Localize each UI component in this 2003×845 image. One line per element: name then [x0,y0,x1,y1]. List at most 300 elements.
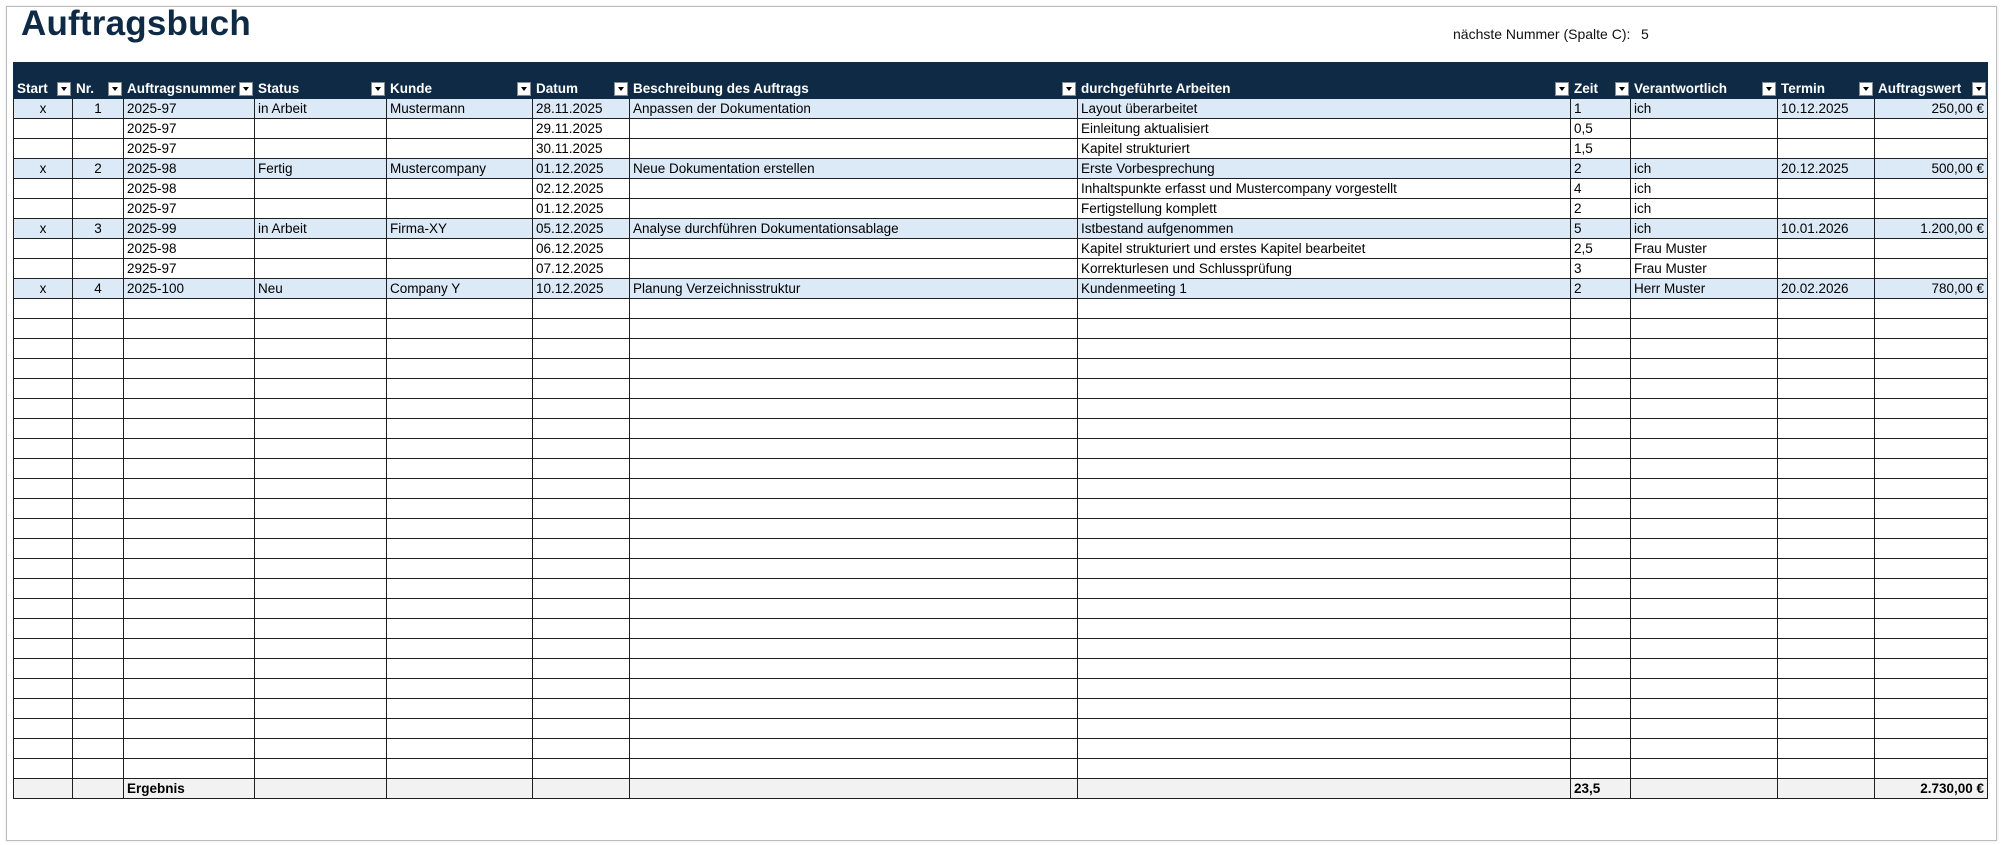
empty-cell[interactable] [73,579,124,599]
empty-cell[interactable] [630,299,1078,319]
empty-cell[interactable] [1571,559,1631,579]
empty-cell[interactable] [1631,579,1778,599]
empty-cell[interactable] [630,759,1078,779]
empty-cell[interactable] [1078,699,1571,719]
empty-cell[interactable] [387,699,533,719]
empty-cell[interactable] [73,399,124,419]
cell-auftragswert[interactable]: 500,00 € [1875,159,1988,179]
cell-verantwortlich[interactable]: Herr Muster [1631,279,1778,299]
column-header-auftragswert[interactable] [1875,63,1988,99]
cell-auftragswert[interactable]: 250,00 € [1875,99,1988,119]
empty-cell[interactable] [255,719,387,739]
next-number-value[interactable]: 5 [1641,26,1649,42]
empty-cell[interactable] [1778,719,1875,739]
cell-zeit[interactable]: 1 [1571,99,1631,119]
empty-cell[interactable] [255,299,387,319]
empty-cell[interactable] [1778,459,1875,479]
empty-cell[interactable] [255,539,387,559]
empty-cell[interactable] [124,319,255,339]
empty-cell[interactable] [14,739,73,759]
empty-cell[interactable] [255,319,387,339]
totals-empty-cell[interactable] [73,779,124,799]
empty-cell[interactable] [255,419,387,439]
empty-cell[interactable] [1631,659,1778,679]
cell-verantwortlich[interactable]: Frau Muster [1631,239,1778,259]
empty-cell[interactable] [1571,299,1631,319]
cell-auftragswert[interactable] [1875,199,1988,219]
cell-datum[interactable]: 07.12.2025 [533,259,630,279]
empty-cell[interactable] [255,659,387,679]
cell-kunde[interactable] [387,119,533,139]
empty-cell[interactable] [533,619,630,639]
cell-status[interactable]: in Arbeit [255,219,387,239]
cell-beschreibung[interactable]: Neue Dokumentation erstellen [630,159,1078,179]
empty-cell[interactable] [14,439,73,459]
cell-beschreibung[interactable] [630,239,1078,259]
empty-cell[interactable] [1778,579,1875,599]
empty-cell[interactable] [387,399,533,419]
cell-verantwortlich[interactable]: ich [1631,159,1778,179]
empty-cell[interactable] [387,619,533,639]
empty-cell[interactable] [630,639,1078,659]
cell-start[interactable]: x [14,99,73,119]
empty-cell[interactable] [14,559,73,579]
empty-cell[interactable] [630,479,1078,499]
empty-cell[interactable] [1631,699,1778,719]
empty-cell[interactable] [1078,599,1571,619]
empty-cell[interactable] [124,339,255,359]
cell-nr[interactable] [73,119,124,139]
empty-cell[interactable] [124,299,255,319]
empty-cell[interactable] [1078,619,1571,639]
empty-cell[interactable] [387,519,533,539]
column-header-verantwortlich[interactable] [1631,63,1778,99]
cell-auftragswert[interactable] [1875,179,1988,199]
empty-cell[interactable] [533,699,630,719]
cell-auftragswert[interactable] [1875,139,1988,159]
cell-arbeiten[interactable]: Fertigstellung komplett [1078,199,1571,219]
empty-cell[interactable] [14,499,73,519]
empty-cell[interactable] [1778,359,1875,379]
empty-cell[interactable] [1078,359,1571,379]
empty-cell[interactable] [1571,499,1631,519]
cell-nr[interactable] [73,259,124,279]
cell-verantwortlich[interactable] [1631,139,1778,159]
empty-cell[interactable] [1631,419,1778,439]
empty-cell[interactable] [1875,759,1988,779]
cell-start[interactable]: x [14,219,73,239]
empty-cell[interactable] [387,479,533,499]
empty-cell[interactable] [533,399,630,419]
cell-beschreibung[interactable]: Analyse durchführen Dokumentationsablage [630,219,1078,239]
empty-cell[interactable] [533,759,630,779]
cell-arbeiten[interactable]: Kapitel strukturiert und erstes Kapitel bearbeitet [1078,239,1571,259]
empty-cell[interactable] [73,439,124,459]
empty-cell[interactable] [1778,479,1875,499]
empty-cell[interactable] [1571,599,1631,619]
empty-cell[interactable] [255,379,387,399]
cell-zeit[interactable]: 3 [1571,259,1631,279]
total-order-value[interactable]: 2.730,00 € [1875,779,1988,799]
cell-auftragswert[interactable] [1875,259,1988,279]
empty-cell[interactable] [1078,539,1571,559]
cell-verantwortlich[interactable]: Frau Muster [1631,259,1778,279]
empty-cell[interactable] [14,399,73,419]
empty-cell[interactable] [73,739,124,759]
empty-cell[interactable] [1875,459,1988,479]
empty-cell[interactable] [387,599,533,619]
empty-cell[interactable] [1571,459,1631,479]
empty-cell[interactable] [387,359,533,379]
cell-arbeiten[interactable]: Inhaltspunkte erfasst und Mustercompany vorgestellt [1078,179,1571,199]
empty-cell[interactable] [1875,379,1988,399]
empty-cell[interactable] [14,299,73,319]
empty-cell[interactable] [14,579,73,599]
empty-cell[interactable] [255,699,387,719]
column-header-start[interactable] [14,63,73,99]
empty-cell[interactable] [533,519,630,539]
filter-dropdown-icon[interactable] [1762,82,1776,96]
empty-cell[interactable] [255,519,387,539]
empty-cell[interactable] [533,359,630,379]
cell-start[interactable] [14,179,73,199]
cell-verantwortlich[interactable] [1631,119,1778,139]
empty-cell[interactable] [630,539,1078,559]
empty-cell[interactable] [1778,439,1875,459]
cell-termin[interactable]: 10.12.2025 [1778,99,1875,119]
empty-cell[interactable] [14,659,73,679]
totals-empty-cell[interactable] [255,779,387,799]
cell-status[interactable] [255,259,387,279]
empty-cell[interactable] [73,479,124,499]
filter-dropdown-icon[interactable] [517,82,531,96]
filter-dropdown-icon[interactable] [1859,82,1873,96]
cell-datum[interactable]: 01.12.2025 [533,159,630,179]
empty-cell[interactable] [14,599,73,619]
empty-cell[interactable] [1778,319,1875,339]
empty-cell[interactable] [124,659,255,679]
cell-kunde[interactable]: Mustermann [387,99,533,119]
empty-cell[interactable] [255,579,387,599]
cell-nr[interactable] [73,239,124,259]
empty-cell[interactable] [1078,459,1571,479]
empty-cell[interactable] [1631,679,1778,699]
empty-cell[interactable] [533,419,630,439]
cell-start[interactable] [14,119,73,139]
cell-status[interactable] [255,119,387,139]
empty-cell[interactable] [1875,399,1988,419]
empty-cell[interactable] [1631,499,1778,519]
empty-cell[interactable] [1631,299,1778,319]
cell-termin[interactable]: 20.02.2026 [1778,279,1875,299]
empty-cell[interactable] [387,459,533,479]
empty-cell[interactable] [1778,739,1875,759]
cell-status[interactable]: Fertig [255,159,387,179]
totals-empty-cell[interactable] [630,779,1078,799]
empty-cell[interactable] [533,579,630,599]
empty-cell[interactable] [1631,339,1778,359]
empty-cell[interactable] [124,539,255,559]
empty-cell[interactable] [1078,479,1571,499]
empty-cell[interactable] [1875,639,1988,659]
cell-nr[interactable] [73,179,124,199]
empty-cell[interactable] [630,739,1078,759]
empty-cell[interactable] [1875,499,1988,519]
empty-cell[interactable] [630,579,1078,599]
empty-cell[interactable] [1778,339,1875,359]
empty-cell[interactable] [1078,639,1571,659]
empty-cell[interactable] [1875,659,1988,679]
empty-cell[interactable] [255,359,387,379]
empty-cell[interactable] [387,539,533,559]
filter-dropdown-icon[interactable] [57,82,71,96]
cell-termin[interactable]: 10.01.2026 [1778,219,1875,239]
empty-cell[interactable] [1571,479,1631,499]
empty-cell[interactable] [1875,599,1988,619]
column-header-termin[interactable] [1778,63,1875,99]
empty-cell[interactable] [533,339,630,359]
empty-cell[interactable] [1875,579,1988,599]
empty-cell[interactable] [533,299,630,319]
empty-cell[interactable] [255,639,387,659]
cell-verantwortlich[interactable]: ich [1631,99,1778,119]
empty-cell[interactable] [1875,519,1988,539]
empty-cell[interactable] [73,599,124,619]
empty-cell[interactable] [1778,299,1875,319]
cell-datum[interactable]: 02.12.2025 [533,179,630,199]
empty-cell[interactable] [14,719,73,739]
empty-cell[interactable] [14,699,73,719]
empty-cell[interactable] [1778,519,1875,539]
empty-cell[interactable] [1778,659,1875,679]
empty-cell[interactable] [533,639,630,659]
empty-cell[interactable] [73,759,124,779]
empty-cell[interactable] [1571,619,1631,639]
cell-status[interactable] [255,179,387,199]
cell-auftragsnummer[interactable]: 2025-97 [124,99,255,119]
empty-cell[interactable] [630,559,1078,579]
empty-cell[interactable] [630,599,1078,619]
empty-cell[interactable] [1875,419,1988,439]
cell-auftragswert[interactable]: 780,00 € [1875,279,1988,299]
cell-kunde[interactable] [387,199,533,219]
empty-cell[interactable] [1631,519,1778,539]
empty-cell[interactable] [1631,379,1778,399]
empty-cell[interactable] [630,659,1078,679]
cell-termin[interactable] [1778,239,1875,259]
empty-cell[interactable] [630,319,1078,339]
empty-cell[interactable] [1778,399,1875,419]
empty-cell[interactable] [255,439,387,459]
empty-cell[interactable] [14,539,73,559]
empty-cell[interactable] [387,339,533,359]
cell-zeit[interactable]: 5 [1571,219,1631,239]
cell-nr[interactable] [73,199,124,219]
empty-cell[interactable] [533,499,630,519]
cell-zeit[interactable]: 2 [1571,279,1631,299]
cell-nr[interactable]: 2 [73,159,124,179]
cell-nr[interactable]: 4 [73,279,124,299]
empty-cell[interactable] [1571,659,1631,679]
empty-cell[interactable] [1875,359,1988,379]
empty-cell[interactable] [1778,379,1875,399]
empty-cell[interactable] [14,759,73,779]
cell-kunde[interactable] [387,139,533,159]
empty-cell[interactable] [1571,339,1631,359]
empty-cell[interactable] [1631,479,1778,499]
empty-cell[interactable] [14,339,73,359]
empty-cell[interactable] [1778,639,1875,659]
empty-cell[interactable] [124,359,255,379]
cell-termin[interactable]: 20.12.2025 [1778,159,1875,179]
cell-beschreibung[interactable] [630,259,1078,279]
cell-status[interactable] [255,139,387,159]
empty-cell[interactable] [14,319,73,339]
empty-cell[interactable] [1078,719,1571,739]
cell-arbeiten[interactable]: Korrekturlesen und Schlussprüfung [1078,259,1571,279]
empty-cell[interactable] [1078,499,1571,519]
empty-cell[interactable] [73,419,124,439]
empty-cell[interactable] [124,639,255,659]
empty-cell[interactable] [533,559,630,579]
cell-auftragsnummer[interactable]: 2025-97 [124,119,255,139]
empty-cell[interactable] [14,619,73,639]
cell-zeit[interactable]: 2 [1571,199,1631,219]
cell-auftragswert[interactable] [1875,239,1988,259]
empty-cell[interactable] [1875,299,1988,319]
empty-cell[interactable] [1875,559,1988,579]
empty-cell[interactable] [73,459,124,479]
empty-cell[interactable] [1631,599,1778,619]
cell-start[interactable] [14,139,73,159]
column-header-datum[interactable] [533,63,630,99]
empty-cell[interactable] [533,679,630,699]
empty-cell[interactable] [1078,439,1571,459]
totals-label[interactable]: Ergebnis [124,779,255,799]
empty-cell[interactable] [124,419,255,439]
empty-cell[interactable] [387,759,533,779]
empty-cell[interactable] [73,659,124,679]
empty-cell[interactable] [1571,639,1631,659]
cell-status[interactable]: in Arbeit [255,99,387,119]
empty-cell[interactable] [1875,479,1988,499]
cell-zeit[interactable]: 0,5 [1571,119,1631,139]
empty-cell[interactable] [630,399,1078,419]
empty-cell[interactable] [1571,319,1631,339]
empty-cell[interactable] [1571,519,1631,539]
empty-cell[interactable] [533,379,630,399]
cell-start[interactable] [14,239,73,259]
empty-cell[interactable] [387,659,533,679]
empty-cell[interactable] [1571,359,1631,379]
empty-cell[interactable] [255,459,387,479]
cell-beschreibung[interactable] [630,199,1078,219]
empty-cell[interactable] [387,639,533,659]
cell-arbeiten[interactable]: Erste Vorbesprechung [1078,159,1571,179]
cell-verantwortlich[interactable]: ich [1631,219,1778,239]
cell-auftragsnummer[interactable]: 2025-97 [124,199,255,219]
cell-arbeiten[interactable]: Kapitel strukturiert [1078,139,1571,159]
empty-cell[interactable] [255,399,387,419]
filter-dropdown-icon[interactable] [1555,82,1569,96]
cell-auftragsnummer[interactable]: 2025-100 [124,279,255,299]
cell-nr[interactable] [73,139,124,159]
empty-cell[interactable] [73,699,124,719]
empty-cell[interactable] [73,339,124,359]
empty-cell[interactable] [124,519,255,539]
empty-cell[interactable] [533,319,630,339]
empty-cell[interactable] [1078,679,1571,699]
cell-datum[interactable]: 01.12.2025 [533,199,630,219]
empty-cell[interactable] [255,559,387,579]
empty-cell[interactable] [630,499,1078,519]
empty-cell[interactable] [533,599,630,619]
cell-kunde[interactable] [387,239,533,259]
totals-empty-cell[interactable] [533,779,630,799]
empty-cell[interactable] [1571,679,1631,699]
empty-cell[interactable] [1571,719,1631,739]
empty-cell[interactable] [73,499,124,519]
cell-auftragsnummer[interactable]: 2025-98 [124,159,255,179]
empty-cell[interactable] [533,719,630,739]
column-header-beschreibung[interactable] [630,63,1078,99]
cell-auftragsnummer[interactable]: 2025-99 [124,219,255,239]
empty-cell[interactable] [1571,759,1631,779]
empty-cell[interactable] [1078,379,1571,399]
empty-cell[interactable] [1778,419,1875,439]
cell-start[interactable] [14,259,73,279]
empty-cell[interactable] [630,719,1078,739]
empty-cell[interactable] [1875,619,1988,639]
cell-kunde[interactable]: Firma-XY [387,219,533,239]
cell-auftragswert[interactable] [1875,119,1988,139]
empty-cell[interactable] [255,339,387,359]
empty-cell[interactable] [1875,339,1988,359]
empty-cell[interactable] [1875,679,1988,699]
empty-cell[interactable] [1631,459,1778,479]
empty-cell[interactable] [124,559,255,579]
empty-cell[interactable] [124,439,255,459]
column-header-kunde[interactable] [387,63,533,99]
total-time[interactable]: 23,5 [1571,779,1631,799]
empty-cell[interactable] [387,419,533,439]
empty-cell[interactable] [14,639,73,659]
empty-cell[interactable] [1078,519,1571,539]
empty-cell[interactable] [255,759,387,779]
empty-cell[interactable] [1875,719,1988,739]
empty-cell[interactable] [387,559,533,579]
cell-nr[interactable]: 3 [73,219,124,239]
column-header-nr[interactable] [73,63,124,99]
empty-cell[interactable] [1631,639,1778,659]
empty-cell[interactable] [14,679,73,699]
empty-cell[interactable] [387,299,533,319]
cell-auftragsnummer[interactable]: 2925-97 [124,259,255,279]
empty-cell[interactable] [73,639,124,659]
cell-verantwortlich[interactable]: ich [1631,179,1778,199]
empty-cell[interactable] [1631,399,1778,419]
empty-cell[interactable] [14,459,73,479]
empty-cell[interactable] [255,619,387,639]
empty-cell[interactable] [73,619,124,639]
empty-cell[interactable] [1778,559,1875,579]
empty-cell[interactable] [124,479,255,499]
empty-cell[interactable] [124,599,255,619]
filter-dropdown-icon[interactable] [1972,82,1986,96]
empty-cell[interactable] [1778,699,1875,719]
empty-cell[interactable] [630,419,1078,439]
totals-empty-cell[interactable] [387,779,533,799]
